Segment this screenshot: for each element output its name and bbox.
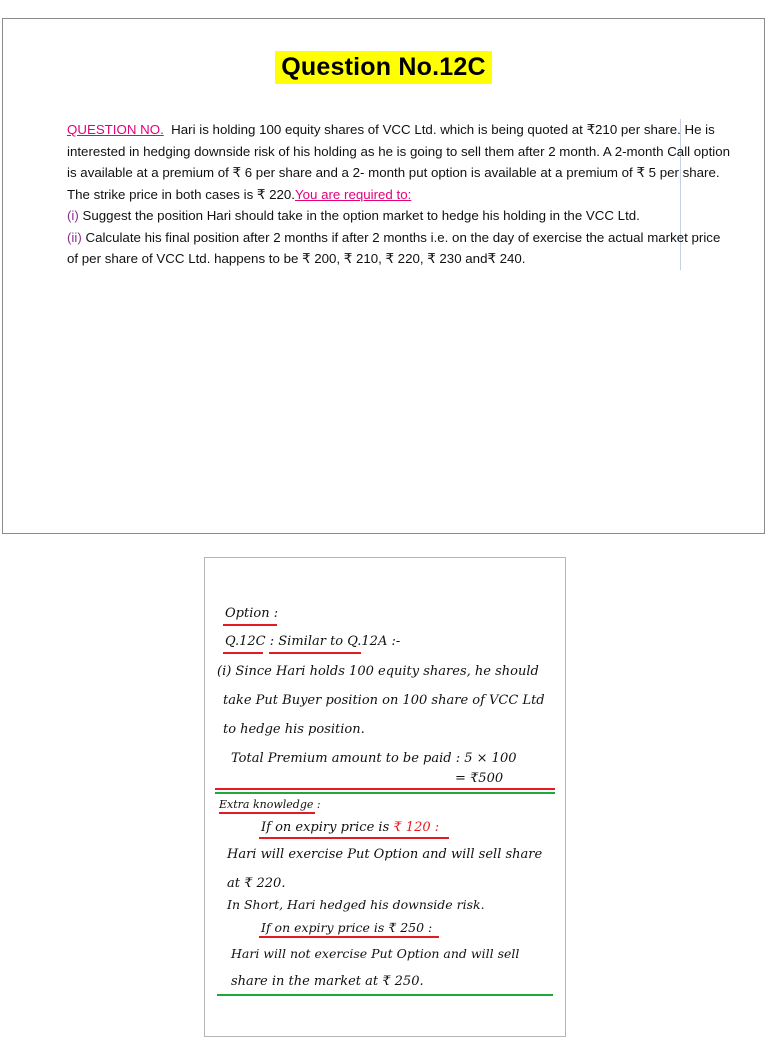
case1-line-1: Hari will exercise Put Option and will sell share [227, 847, 543, 862]
part-ii-number: (ii) [67, 229, 82, 245]
closing-line-green [217, 994, 553, 996]
question-label: QUESTION NO. [67, 122, 164, 137]
question-line-1 [67, 119, 715, 141]
case1-line-2: at ₹ 220. [227, 876, 286, 891]
case1-underline [259, 837, 449, 839]
extra-knowledge-label: Extra knowledge : [219, 798, 321, 811]
note-subheading: Q.12C : Similar to Q.12A :- [225, 634, 401, 649]
case2-line-1: Hari will not exercise Put Option and will sell [231, 946, 520, 961]
question-text [67, 119, 731, 270]
note-line-3: to hedge his position. [223, 722, 365, 737]
case2-heading: If on expiry price is ₹ 250 : [261, 920, 433, 935]
subheading-underline-1 [223, 652, 263, 654]
case1-heading [261, 820, 439, 835]
part-ii-text-1: Calculate his final position after 2 months if after 2 months i.e. on the day of exercise the actual market price [85, 229, 721, 245]
part-ii-line-1 [67, 227, 721, 249]
note-line-4: Total Premium amount to be paid : 5 × 100 [231, 751, 517, 766]
case1-heading-text: If on expiry price is [261, 820, 390, 835]
note-line-2: take Put Buyer position on 100 share of VCC Ltd [223, 693, 545, 708]
case2-line-2: share in the market at ₹ 250. [231, 974, 424, 989]
part-i-text: Suggest the position Hari should take in the option market to hedge his holding in the VCC Ltd. [82, 208, 640, 223]
note-line-1: (i) Since Hari holds 100 equity shares, he should [217, 664, 539, 679]
question-line-2: interested in hedging downside risk of his holding as he is going to sell them after 2 month. A 2-month Call option [67, 143, 731, 159]
case1-price: ₹ 120 : [393, 820, 440, 835]
divider-green [215, 792, 555, 794]
divider-red [215, 788, 555, 790]
case2-underline [259, 936, 439, 938]
question-line-1-text: Hari is holding 100 equity shares of VCC Ltd. which is being quoted at ₹210 per share. He is [171, 122, 715, 137]
part-ii-line-2: of per share of VCC Ltd. happens to be ₹ 200, ₹ 210, ₹ 220, ₹ 230 and₹ 240. [67, 251, 526, 266]
note-line-5: = ₹500 [455, 771, 504, 786]
handwritten-note [204, 557, 566, 1037]
question-line-3: is available at a premium of ₹ 6 per share and a 2- month put option is available at a premium of ₹ 5 per share. [67, 165, 720, 180]
extra-underline [219, 812, 315, 814]
subheading-underline-2 [269, 652, 361, 654]
part-i-number: (i) [67, 208, 79, 223]
required-label: You are required to: [294, 186, 412, 202]
case1-line-3: In Short, Hari hedged his downside risk. [227, 897, 485, 912]
heading-underline [223, 624, 277, 626]
question-line-4-text: The strike price in both cases is ₹ 220. [67, 186, 295, 202]
slide-title: Question No.12C [275, 51, 491, 84]
question-slide [2, 18, 765, 534]
part-i-line [67, 205, 678, 227]
note-heading: Option : [225, 606, 279, 621]
question-line-4 [67, 184, 678, 206]
title-wrap [3, 51, 764, 84]
